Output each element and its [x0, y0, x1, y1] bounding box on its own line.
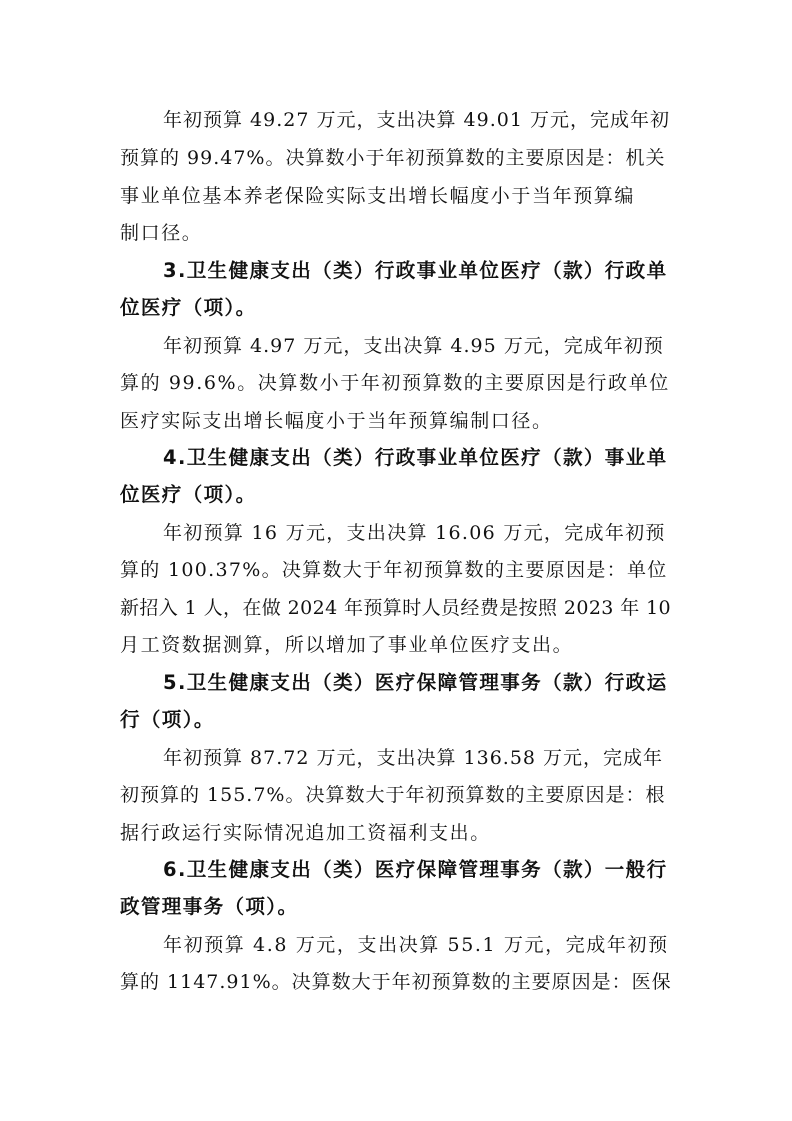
- paragraph-line: 预算的 99.47%。决算数小于年初预算数的主要原因是：机关: [120, 147, 666, 169]
- paragraph-line: 算的 99.6%。决算数小于年初预算数的主要原因是行政单位: [120, 372, 670, 394]
- paragraph-line: 年初预算 16 万元，支出决算 16.06 万元，完成年初预: [163, 522, 666, 544]
- paragraph-line: 月工资数据测算，所以增加了事业单位医疗支出。: [120, 634, 574, 656]
- section-heading: 5.卫生健康支出（类）医疗保障管理事务（款）行政运: [163, 671, 668, 694]
- section-heading: 4.卫生健康支出（类）行政事业单位医疗（款）事业单: [163, 446, 668, 469]
- section-heading: 位医疗（项）。: [120, 296, 257, 319]
- paragraph-line: 年初预算 4.8 万元，支出决算 55.1 万元，完成年初预: [163, 934, 669, 956]
- paragraph-line: 算的 100.37%。决算数大于年初预算数的主要原因是：单位: [120, 559, 668, 581]
- paragraph-line: 算的 1147.91%。决算数大于年初预算数的主要原因是：医保: [120, 971, 672, 993]
- paragraph-line: 新招入 1 人，在做 2024 年预算时人员经费是按照 2023 年 10: [120, 597, 672, 619]
- paragraph-line: 医疗实际支出增长幅度小于当年预算编制口径。: [120, 410, 553, 432]
- paragraph-line: 年初预算 4.97 万元，支出决算 4.95 万元，完成年初预: [163, 335, 664, 357]
- section-heading: 6.卫生健康支出（类）医疗保障管理事务（款）一般行: [163, 858, 668, 881]
- paragraph-line: 制口径。: [120, 222, 203, 244]
- section-heading: 3.卫生健康支出（类）行政事业单位医疗（款）行政单: [163, 259, 668, 282]
- section-heading: 行（项）。: [120, 708, 215, 731]
- paragraph-line: 事业单位基本养老保险实际支出增长幅度小于当年预算编: [120, 185, 636, 207]
- paragraph-line: 年初预算 87.72 万元，支出决算 136.58 万元，完成年: [163, 747, 664, 769]
- paragraph-line: 年初预算 49.27 万元，支出决算 49.01 万元，完成年初: [163, 109, 670, 131]
- paragraph-line: 据行政运行实际情况追加工资福利支出。: [120, 822, 491, 844]
- section-heading: 政管理事务（项）。: [120, 895, 299, 918]
- paragraph-line: 初预算的 155.7%。决算数大于年初预算数的主要原因是：根: [120, 784, 666, 806]
- section-heading: 位医疗（项）。: [120, 483, 257, 506]
